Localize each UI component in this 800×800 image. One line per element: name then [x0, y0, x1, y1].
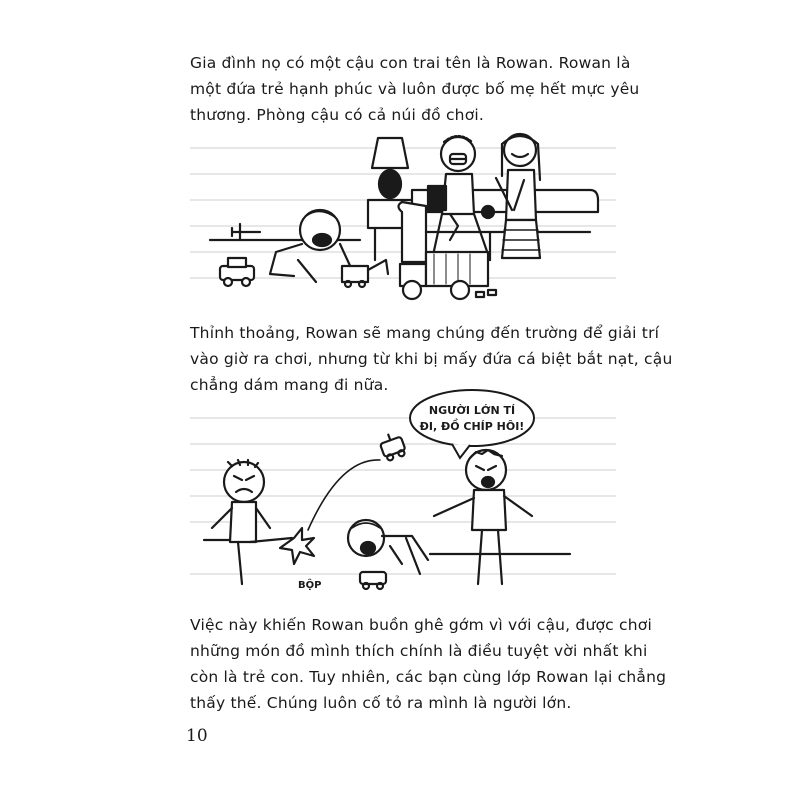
paragraph-line: vào giờ ra chơi, nhưng từ khi bị mấy đứa cá biệt bắt nạt, cậu — [190, 350, 673, 368]
illustration-bullies — [190, 388, 616, 598]
paragraph-2 — [190, 320, 673, 398]
paragraph-line: Việc này khiến Rowan buồn ghê gớm vì với cậu, được chơi — [190, 616, 652, 634]
bullies-drawing — [190, 388, 616, 598]
paragraph-line: Gia đình nọ có một cậu con trai tên là Rowan. Rowan là — [190, 54, 631, 72]
paragraph-line: Thỉnh thoảng, Rowan sẽ mang chúng đến trường để giải trí — [190, 324, 660, 342]
paragraph-line: chẳng dám mang đi nữa. — [190, 376, 389, 394]
paragraph-line: còn là trẻ con. Tuy nhiên, các bạn cùng lớp Rowan lại chẳng — [190, 668, 667, 686]
paragraph-line: thương. Phòng cậu có cả núi đồ chơi. — [190, 106, 485, 124]
paragraph-line: những món đồ mình thích chính là điều tuyệt vời nhất khi — [190, 642, 648, 660]
paragraph-line: một đứa trẻ hạnh phúc và luôn được bố mẹ hết mực yêu — [190, 80, 640, 98]
speech-bubble — [410, 390, 534, 458]
speech-text-line1: NGƯỜI LỚN TÍ — [428, 404, 516, 417]
speech-text-line2: ĐI, ĐỒ CHÍP HÔI! — [419, 420, 525, 433]
family-toys-drawing — [190, 120, 616, 310]
paragraph-3 — [190, 612, 667, 716]
paragraph-1 — [190, 50, 640, 128]
page-number: 10 — [186, 726, 208, 746]
sound-effect-label: BỘP — [298, 580, 322, 591]
illustration-family-toys — [190, 120, 616, 310]
paragraph-line: thấy thế. Chúng luôn cố tỏ ra mình là người lớn. — [190, 694, 572, 712]
